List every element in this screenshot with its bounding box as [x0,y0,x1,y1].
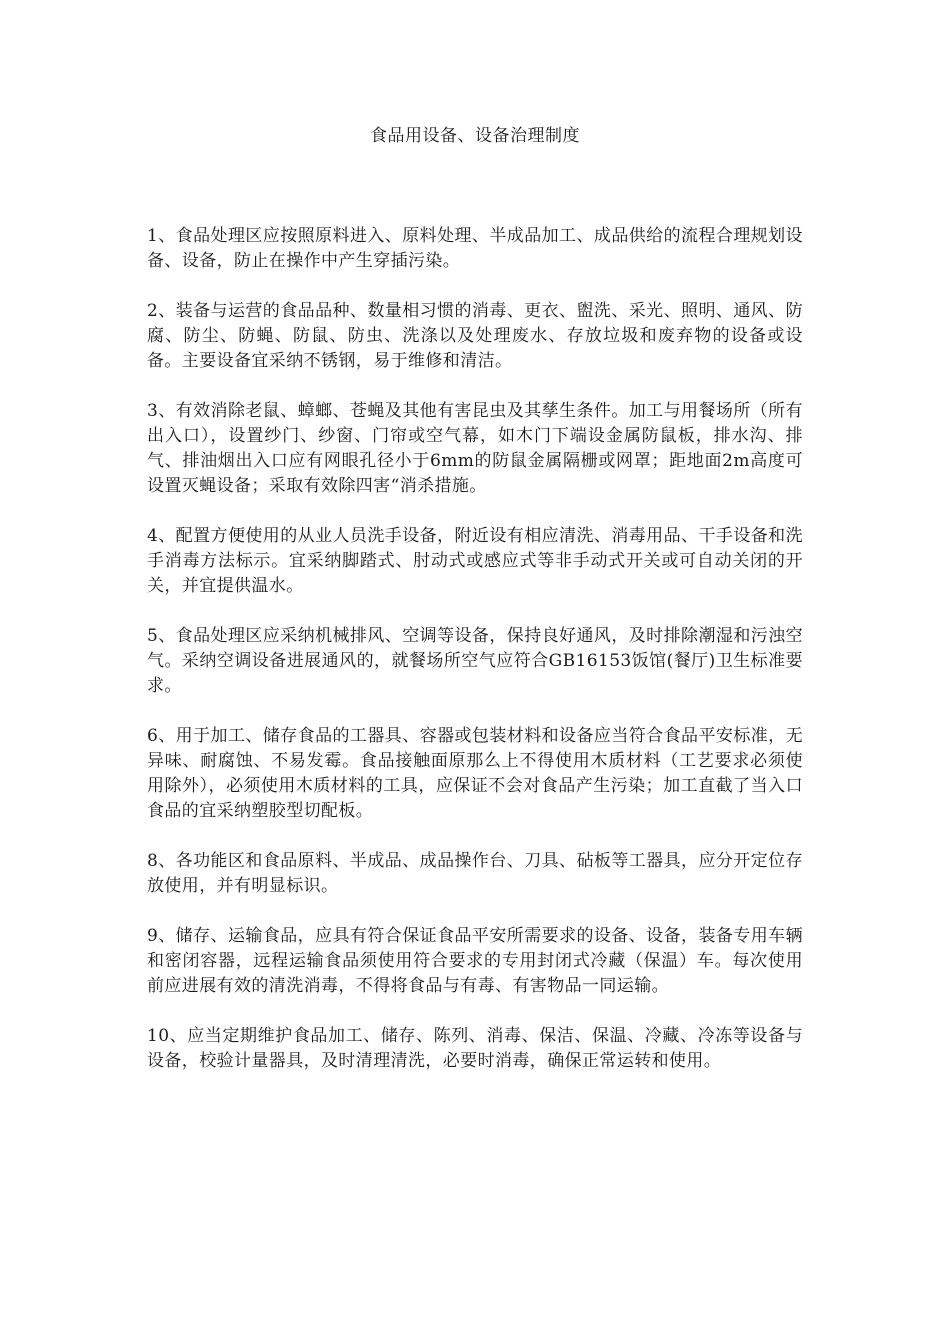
paragraph-5: 5、食品处理区应采纳机械排风、空调等设备，保持良好通风，及时排除潮湿和污浊空气。采纳空调设备进展通风的，就餐场所空气应符合GB16153饭馆(餐厅)卫生标准要求。 [147,626,803,696]
page-title: 食品用设备、设备治理制度 [370,126,580,146]
paragraph-4: 4、配置方便使用的从业人员洗手设备，附近设有相应清洗、消毒用品、干手设备和洗手消毒方法标示。宜采纳脚踏式、肘动式或感应式等非手动式开关或可自动关闭的开关，并宜提供温水。 [147,526,803,596]
paragraph-6: 6、用于加工、储存食品的工器具、容器或包装材料和设备应当符合食品平安标准，无异味、耐腐蚀、不易发霉。食品接触面原那么上不得使用木质材料（工艺要求必须使用除外），必须使用木质材料的工具，应保证不会对食品产生污染；加工直截了当入口食品的宜采纳塑胶型切配板。 [147,726,803,821]
paragraph-10: 10、应当定期维护食品加工、储存、陈列、消毒、保洁、保温、冷藏、冷冻等设备与设备，校验计量器具，及时清理清洗，必要时消毒，确保正常运转和使用。 [147,1026,803,1071]
document-body [147,224,803,1099]
paragraph-3: 3、有效消除老鼠、蟑螂、苍蝇及其他有害昆虫及其孳生条件。加工与用餐场所（所有出入口），设置纱门、纱窗、门帘或空气幕，如木门下端设金属防鼠板，排水沟、排气、排油烟出入口应有网眼孔径小于6mm的防鼠金属隔栅或网罩；距地面2m高度可设置灭蝇设备；采取有效除四害“消杀措施。 [147,401,803,496]
paragraph-1: 1、食品处理区应按照原料进入、原料处理、半成品加工、成品供给的流程合理规划设备、设备，防止在操作中产生穿插污染。 [147,226,803,271]
paragraph-2: 2、装备与运营的食品品种、数量相习惯的消毒、更衣、盥洗、采光、照明、通风、防腐、防尘、防蝇、防鼠、防虫、洗涤以及处理废水、存放垃圾和废弃物的设备或设备。主要设备宜采纳不锈钢，易于维修和清洁。 [147,301,803,371]
paragraph-9: 9、储存、运输食品，应具有符合保证食品平安所需要求的设备、设备，装备专用车辆和密闭容器，远程运输食品须使用符合要求的专用封闭式冷藏（保温）车。每次使用前应进展有效的清洗消毒，不得将食品与有毒、有害物品一同运输。 [147,926,803,996]
paragraph-8: 8、各功能区和食品原料、半成品、成品操作台、刀具、砧板等工器具，应分开定位存放使用，并有明显标识。 [147,851,803,896]
